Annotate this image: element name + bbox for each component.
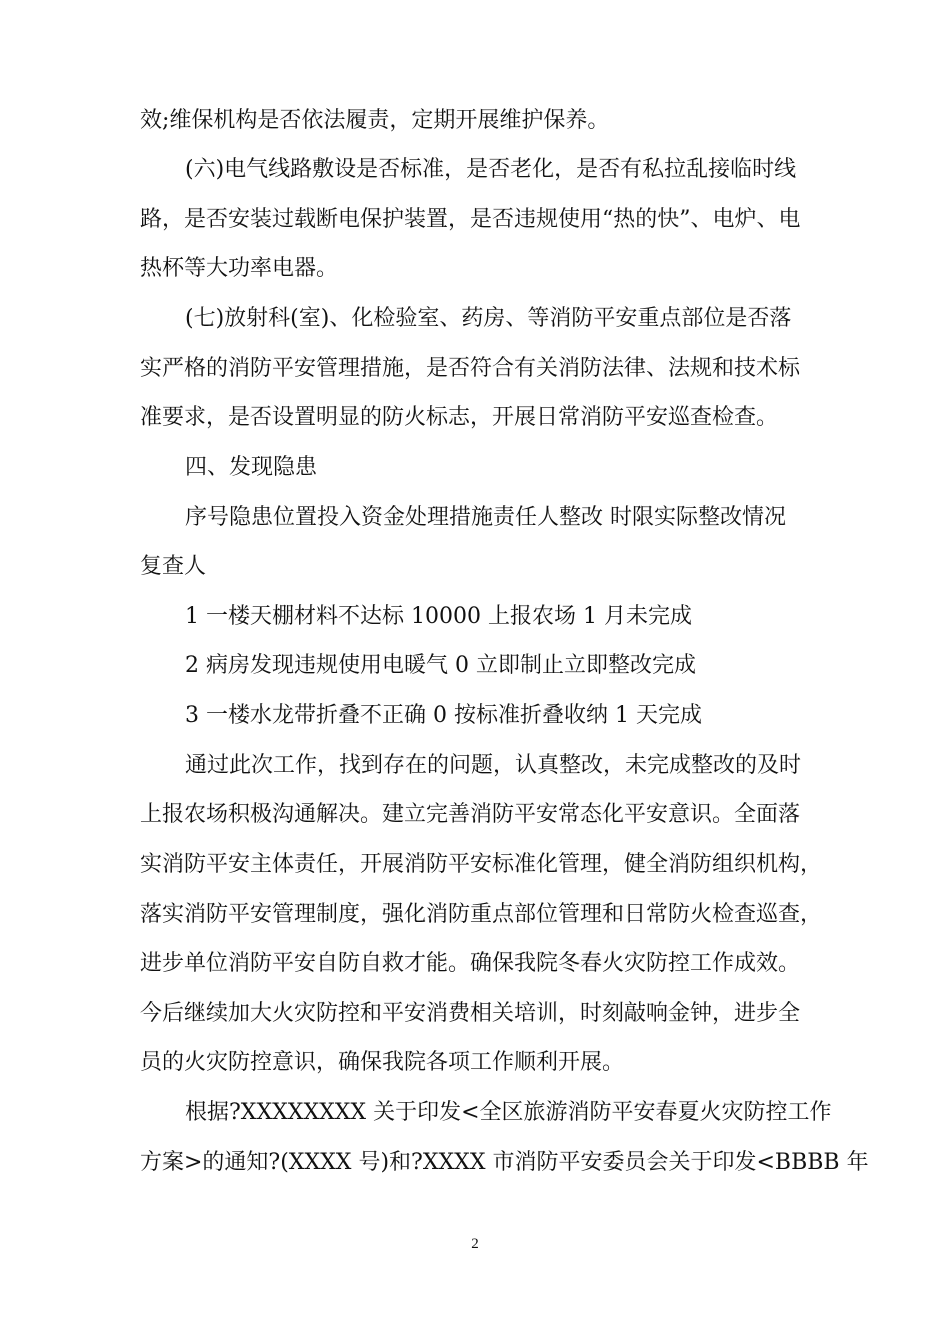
text-line: (七)放射科(室)、化检验室、药房、等消防平安重点部位是否落	[185, 306, 792, 331]
table-header-line: 序号隐患位置投入资金处理措施责任人整改 时限实际整改情况	[185, 505, 786, 530]
text-line: 员的火灾防控意识，确保我院各项工作顺利开展。	[140, 1050, 625, 1075]
page-number: 2	[471, 1236, 479, 1252]
text-line: 进步单位消防平安自防自救才能。确保我院冬春火灾防控工作成效。	[140, 951, 801, 976]
table-row: 3 一楼水龙带折叠不正确 0 按标准折叠收纳 1 天完成	[185, 703, 702, 728]
text-line: 根据?XXXXXXXX 关于印发<全区旅游消防平安春夏火灾防控工作	[185, 1100, 832, 1125]
text-line: 效;维保机构是否依法履责，定期开展维护保养。	[140, 108, 610, 133]
text-line: 准要求，是否设置明显的防火标志，开展日常消防平安巡查检查。	[140, 405, 779, 430]
text-line: 上报农场积极沟通解决。建立完善消防平安常态化平安意识。全面落	[140, 802, 801, 827]
text-line: 路，是否安装过载断电保护装置，是否违规使用“热的快”、电炉、电	[140, 207, 801, 232]
table-row: 2 病房发现违规使用电暖气 0 立即制止立即整改完成	[185, 653, 696, 678]
table-row: 1 一楼天棚材料不达标 10000 上报农场 1 月未完成	[185, 604, 692, 629]
text-line: 今后继续加大火灾防控和平安消费相关培训，时刻敲响金钟，进步全	[140, 1001, 801, 1026]
text-line: (六)电气线路敷设是否标准，是否老化，是否有私拉乱接临时线	[185, 157, 797, 182]
text-line: 实严格的消防平安管理措施，是否符合有关消防法律、法规和技术标	[140, 356, 801, 381]
text-line: 通过此次工作，找到存在的问题，认真整改，未完成整改的及时	[185, 753, 802, 778]
text-line: 热杯等大功率电器。	[140, 256, 339, 281]
table-header-line: 复查人	[140, 554, 207, 579]
text-line: 方案>的通知?(XXXX 号)和?XXXX 市消防平安委员会关于印发<BBBB 年	[140, 1150, 869, 1175]
text-line: 落实消防平安管理制度，强化消防重点部位管理和日常防火检查巡查，	[140, 902, 823, 927]
section-heading: 四、发现隐患	[185, 455, 318, 480]
text-line: 实消防平安主体责任，开展消防平安标准化管理，健全消防组织机构，	[140, 852, 823, 877]
